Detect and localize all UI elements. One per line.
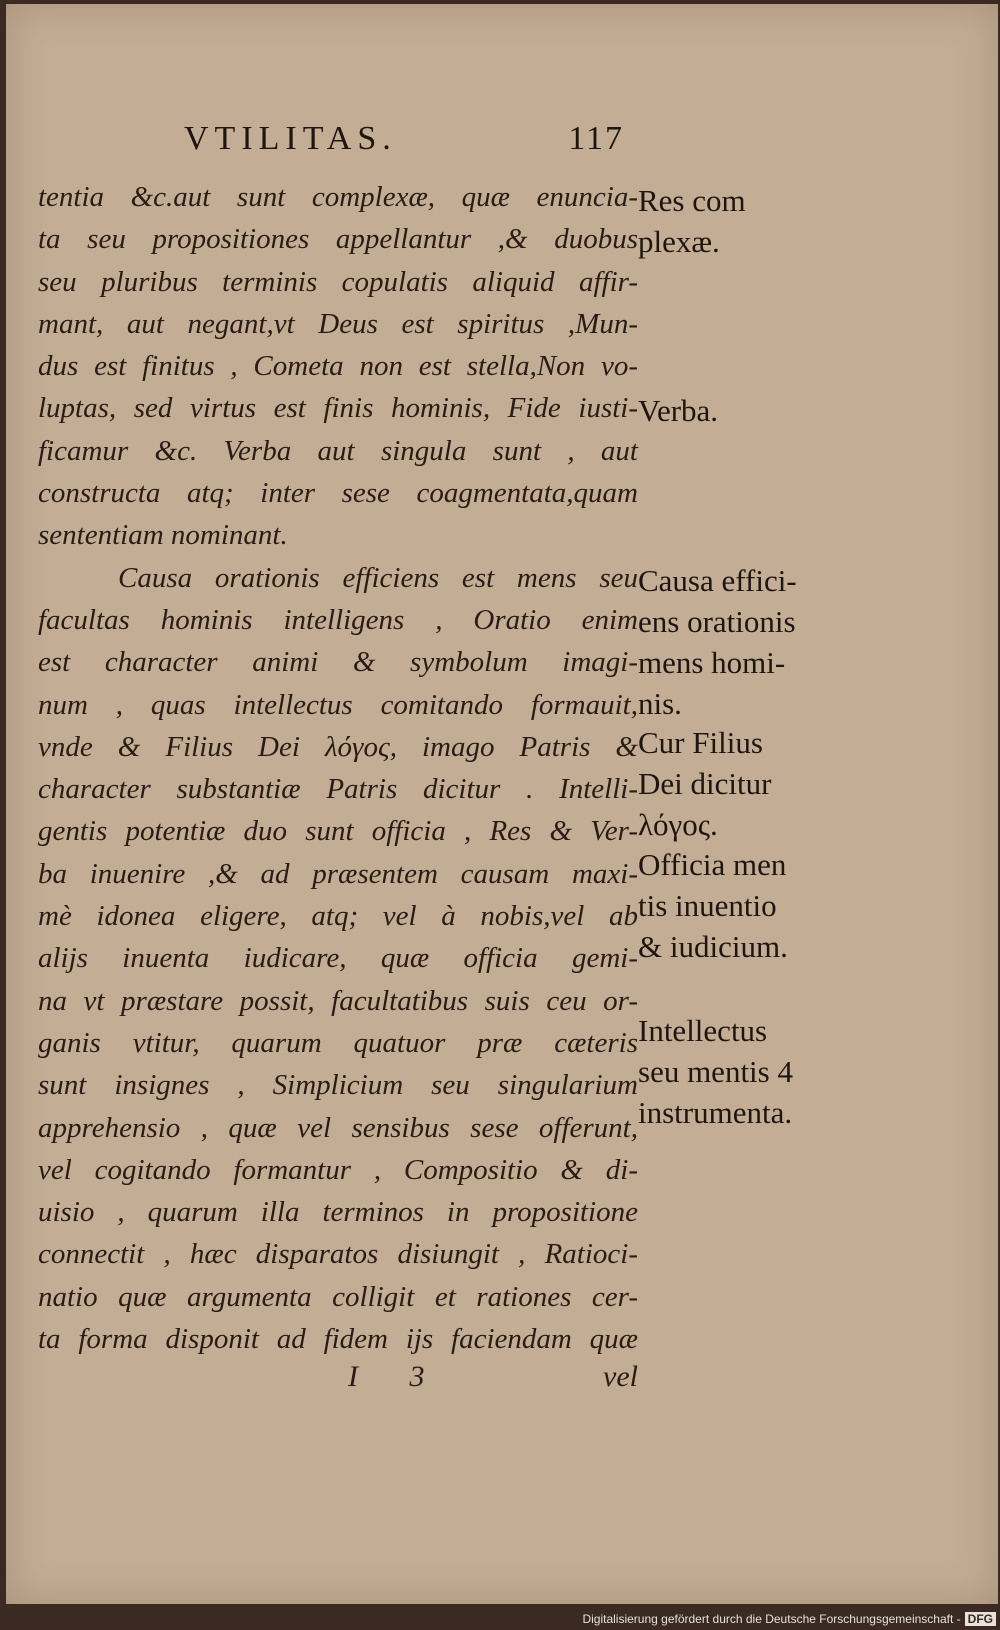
- book-page: [6, 4, 998, 1604]
- text-line: mè idonea eligere, atq; vel à nobis,vel ab: [38, 900, 638, 933]
- dfg-credit: [582, 1612, 996, 1626]
- margin-note-line: mens homi-: [638, 645, 786, 680]
- text-line: vel cogitando formantur , Compositio & di-: [38, 1153, 638, 1186]
- margin-note-line: nis.: [638, 686, 682, 721]
- text-line: na vt præstare possit, facultatibus suis ceu or-: [38, 984, 638, 1017]
- page-number: 117: [568, 120, 624, 157]
- running-title: VTILITAS.: [184, 120, 397, 157]
- margin-note-intellectus: [638, 1010, 838, 1133]
- text-line: ficamur &c. Verba aut singula sunt , aut: [38, 434, 638, 467]
- text-line: constructa atq; inter sese coagmentata,quam: [38, 477, 638, 510]
- margin-note-line: instrumenta.: [638, 1095, 793, 1130]
- dfg-credit-text: Digitalisierung gefördert durch die Deutsche Forschungsgemeinschaft -: [582, 1612, 961, 1626]
- signature-mark: I 3: [348, 1360, 447, 1393]
- text-line: Causa orationis efficiens est mens seu: [118, 561, 638, 594]
- text-line: ta forma disponit ad fidem ijs faciendam quæ: [38, 1323, 638, 1356]
- text-line: num , quas intellectus comitando formauit,: [38, 688, 638, 721]
- margin-note-line: ens orationis: [638, 604, 796, 639]
- text-line: gentis potentiæ duo sunt officia , Res & Ver-: [38, 815, 638, 848]
- margin-note-line: Dei dicitur: [638, 766, 772, 801]
- catchword: vel: [603, 1360, 638, 1393]
- dfg-logo: DFG: [965, 1612, 996, 1626]
- text-line: uisio , quarum illa terminos in propositione: [38, 1196, 638, 1229]
- margin-note-line: Cur Filius: [638, 725, 763, 760]
- text-line: tentia &c.aut sunt complexæ, quæ enuncia-: [38, 181, 638, 213]
- text-line: ba inuenire ,& ad præsentem causam maxi-: [38, 857, 638, 890]
- margin-note-line: Officia men: [638, 847, 787, 882]
- text-line: dus est finitus , Cometa non est stella,Non vo-: [38, 350, 638, 383]
- text-line: vnde & Filius Dei λόγος, imago Patris &: [38, 730, 638, 763]
- text-line: seu pluribus terminis copulatis aliquid affir-: [38, 265, 638, 298]
- text-line: luptas, sed virtus est finis hominis, Fide iusti-: [38, 392, 638, 425]
- margin-note-officia: [638, 844, 838, 967]
- margin-note-line: Res com: [638, 183, 746, 218]
- text-line: ganis vtitur, quarum quatuor præ cæteris: [38, 1026, 638, 1059]
- text-line: alijs inuenta iudicare, quæ officia gemi-: [38, 942, 638, 975]
- margin-note-line: seu mentis 4: [638, 1054, 793, 1089]
- text-line: connectit , hæc disparatos disiungit , Ratioci-: [38, 1238, 638, 1271]
- margin-note-filius: [638, 722, 838, 845]
- text-line: ta seu propositiones appellantur ,& duobus: [38, 223, 638, 256]
- text-line: est character animi & symbolum imagi-: [38, 646, 638, 679]
- text-line: facultas hominis intelligens , Oratio enim: [38, 603, 638, 636]
- text-line: apprehensio , quæ vel sensibus sese offerunt,: [38, 1111, 638, 1144]
- text-line: natio quæ argumenta colligit et rationes cer-: [38, 1280, 638, 1313]
- margin-note-verba: [638, 390, 838, 431]
- margin-note-line: λόγος.: [638, 807, 718, 842]
- text-line: sunt insignes , Simplicium seu singularium: [38, 1069, 638, 1102]
- text-line: character substantiæ Patris dicitur . Intelli-: [38, 773, 638, 806]
- margin-note-line: plexæ.: [638, 224, 720, 259]
- margin-note-line: tis inuentio: [638, 888, 777, 923]
- margin-note-line: Causa effici-: [638, 563, 797, 598]
- text-line: sententiam nominant.: [38, 519, 288, 552]
- margin-note-causa: [638, 560, 838, 724]
- margin-note-line: Verba.: [638, 393, 719, 428]
- margin-note-line: & iudicium.: [638, 929, 788, 964]
- text-line: mant, aut negant,vt Deus est spiritus ,Mun-: [38, 307, 638, 340]
- margin-note-res-complexae: [638, 180, 838, 262]
- margin-note-line: Intellectus: [638, 1013, 768, 1048]
- main-text: [38, 176, 638, 1360]
